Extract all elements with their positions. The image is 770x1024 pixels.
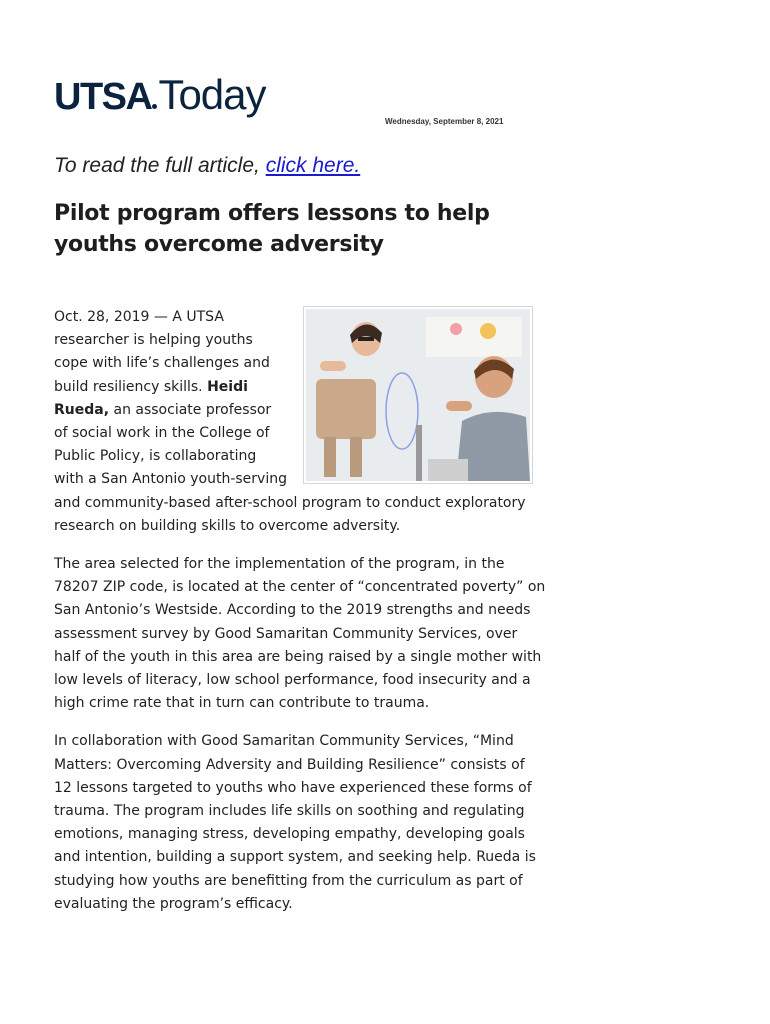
masthead-date: Wednesday, September 8, 2021	[385, 117, 504, 126]
logo-today-text: Today	[158, 71, 266, 118]
click-here-link[interactable]: click here.	[265, 154, 361, 177]
logo-utsa-text: UTSA	[54, 76, 152, 118]
masthead	[54, 71, 514, 130]
article-photo	[303, 306, 533, 484]
paragraph-1-rest: an associate professor of social work in the College of Public Policy, is collaborating with a San Antonio youth-serving and community-based after-school program to conduct exploratory research on building skills to overcome adversity.	[54, 401, 526, 534]
read-full-prefix: To read the full article,	[54, 154, 260, 177]
article-paragraph-2: The area selected for the implementation of the program, in the 78207 ZIP code, is located at the center of “concentrated poverty” on San Antonio’s Westside. According to the 2019 strengths and needs assessment survey by Good Samaritan Community Services, over half of the youth in this area are being raised by a single mother with low levels of literacy, low school performance, food insecurity and a high crime rate that in turn can contribute to trauma.	[54, 556, 546, 712]
paragraph-1-lead: Oct. 28, 2019 — A UTSA researcher is helping youths cope with life’s challenges and build resiliency skills.	[54, 309, 270, 395]
counseling-session-image	[306, 309, 530, 481]
article-paragraph-3: In collaboration with Good Samaritan Community Services, “Mind Matters: Overcoming Adversity and Building Resilience” consists of 12 lessons targeted to youths who have experienced these forms of trauma. The program includes life skills on soothing and regulating emotions, managing stress, developing empathy, developing goals and intention, building a support system, and seeking help. Rueda is studying how youths are benefitting from the curriculum as part of evaluating the program’s efficacy.	[54, 733, 536, 912]
utsa-today-logo[interactable]	[54, 71, 266, 118]
researcher-name: Heidi Rueda,	[54, 378, 248, 418]
article-paragraph-1	[54, 306, 546, 538]
article-body	[54, 306, 546, 931]
article-headline: Pilot program offers lessons to help youths overcome adversity	[54, 201, 490, 257]
read-full-article-line	[54, 154, 360, 178]
logo-registered-dot	[152, 104, 157, 109]
